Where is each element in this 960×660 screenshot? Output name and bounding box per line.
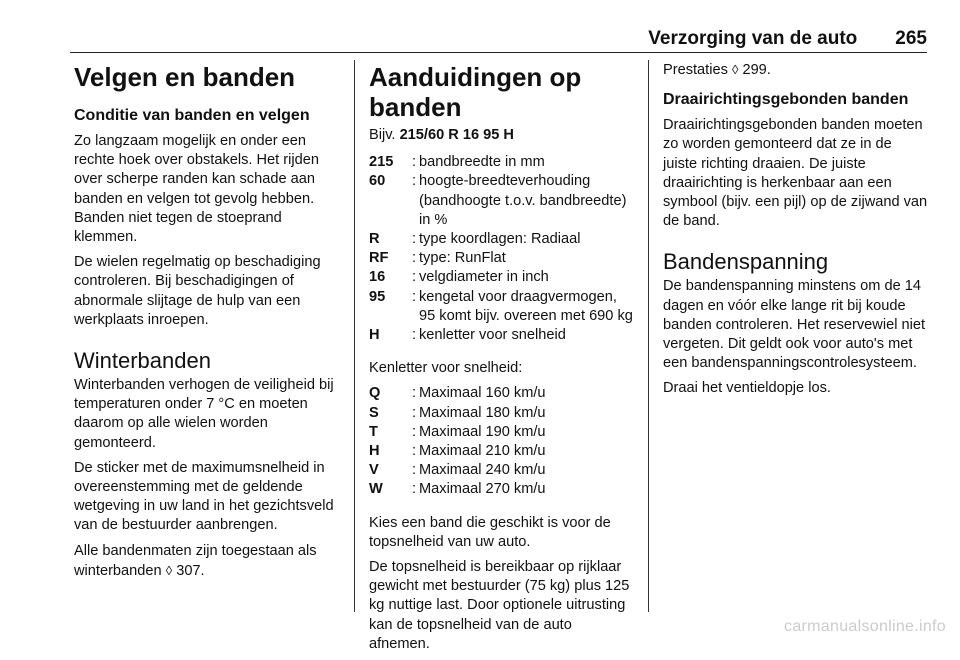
heading-velgen: Velgen en banden (74, 62, 296, 92)
separator: : (411, 404, 417, 421)
paragraph: Kenletter voor snelheid: (369, 360, 523, 377)
separator: : (411, 231, 417, 248)
code-key: 95 (369, 288, 386, 305)
separator: : (411, 423, 417, 440)
separator: : (411, 269, 417, 286)
heading-winterbanden: Winterbanden (74, 348, 211, 374)
paragraph: Draai het ventieldopje los. (663, 380, 831, 397)
section-title: Verzorging van de auto (648, 28, 858, 49)
code-value: kengetal voor draagvermogen, 95 komt bijv. overeen met 690 kg (419, 288, 633, 324)
heading-conditie: Conditie van banden en velgen (74, 107, 310, 124)
code-key: 16 (369, 269, 386, 286)
code-key: H (369, 443, 380, 460)
code-value: Maximaal 160 km/u (419, 385, 546, 402)
page-ref-icon: ◊ (165, 562, 173, 578)
code-value: Maximaal 240 km/u (419, 462, 546, 479)
column-divider (648, 60, 649, 612)
code-value: Maximaal 210 km/u (419, 443, 546, 460)
column-2 (369, 60, 634, 660)
paragraph: Winterbanden verhogen de veiligheid bij temperaturen onder 7 °C en moeten daarom op alle wielen worden gemonteerd. (74, 377, 334, 451)
code-list (369, 153, 634, 345)
speed-list (369, 384, 634, 499)
code-value: Maximaal 190 km/u (419, 423, 546, 440)
paragraph: Prestaties ◊ 299. (663, 62, 771, 78)
code-key: RF (369, 250, 389, 267)
paragraph: De wielen regelmatig op beschadiging controleren. Bij beschadigingen of abnormale slijtage de hulp van een werkplaats inroepen. (74, 254, 321, 328)
watermark: carmanualsonline.info (784, 618, 946, 635)
code-key: 60 (369, 173, 386, 190)
separator: : (411, 443, 417, 460)
separator: : (411, 288, 417, 305)
page-ref-link[interactable]: 299. (742, 62, 771, 78)
heading-aanduidingen: Aanduidingen op banden (369, 62, 582, 122)
code-value: Maximaal 270 km/u (419, 481, 546, 498)
paragraph: Zo langzaam mogelijk en onder een rechte hoek over obstakels. Het rijden over scherpe randen kan schade aan banden en velgen tot gevolg hebben. Banden niet tegen de stoeprand klemmen. (74, 133, 319, 246)
heading-draairichting: Draairichtingsgebonden banden (663, 91, 909, 109)
code-value: hoogte-breedteverhouding (bandhoogte t.o.v. bandbreedte) in % (419, 173, 627, 228)
code-key: 215 (369, 154, 394, 171)
code-key: R (369, 231, 380, 248)
page-number: 265 (895, 28, 927, 49)
separator: : (411, 462, 417, 479)
code-key: S (369, 404, 379, 421)
code-value: Maximaal 180 km/u (419, 404, 546, 421)
code-value: bandbreedte in mm (419, 154, 545, 171)
paragraph: De bandenspanning minstens om de 14 dagen en vóór elke lange rit bij koude banden controleren. Het reservewiel niet vergeten. Dit geldt ook voor auto's met een bandenspanningscontrolesysteem. (663, 278, 926, 372)
code-key: V (369, 462, 379, 479)
heading-bandenspanning: Bandenspanning (663, 249, 829, 275)
code-value: velgdiameter in inch (419, 269, 549, 286)
code-key: Q (369, 385, 381, 402)
code-value: type: RunFlat (419, 250, 506, 267)
paragraph: De sticker met de maximumsnelheid in overeenstemming met de geldende wetgeving in uw land in het gezichtsveld van de bestuurder aanbrengen. (74, 459, 334, 534)
page-ref-icon: ◊ (731, 62, 739, 77)
paragraph: De topsnelheid is bereikbaar op rijklaar gewicht met bestuurder (75 kg) plus 125 kg nuttige last. Door optionele uitrusting kan de topsnelheid van de auto afnemen. (369, 559, 630, 652)
separator: : (411, 385, 417, 402)
paragraph: Alle bandenmaten zijn toegestaan als winterbanden ◊ 307. (74, 542, 317, 579)
page-header (70, 24, 927, 53)
code-value: kenletter voor snelheid (419, 327, 566, 344)
paragraph: Draairichtingsgebonden banden moeten zo worden gemonteerd dat ze in de juiste richting draaien. De juiste draairichting is herkenbaar aan een symbool (bijv. een pijl) op de zijwand van de band. (663, 117, 928, 230)
column-1 (74, 60, 339, 587)
separator: : (411, 250, 417, 267)
code-value: type koordlagen: Radiaal (419, 231, 581, 248)
example-line: Bijv. 215/60 R 16 95 H (369, 127, 514, 143)
separator: : (411, 327, 417, 344)
paragraph: Kies een band die geschikt is voor de topsnelheid van uw auto. (369, 514, 611, 550)
separator: : (411, 154, 417, 171)
code-key: H (369, 327, 380, 344)
code-key: T (369, 423, 378, 440)
column-divider (354, 60, 355, 612)
separator: : (411, 173, 417, 190)
code-key: W (369, 481, 383, 498)
column-3 (663, 60, 928, 405)
page-ref-link[interactable]: 307. (176, 562, 205, 579)
separator: : (411, 481, 417, 498)
